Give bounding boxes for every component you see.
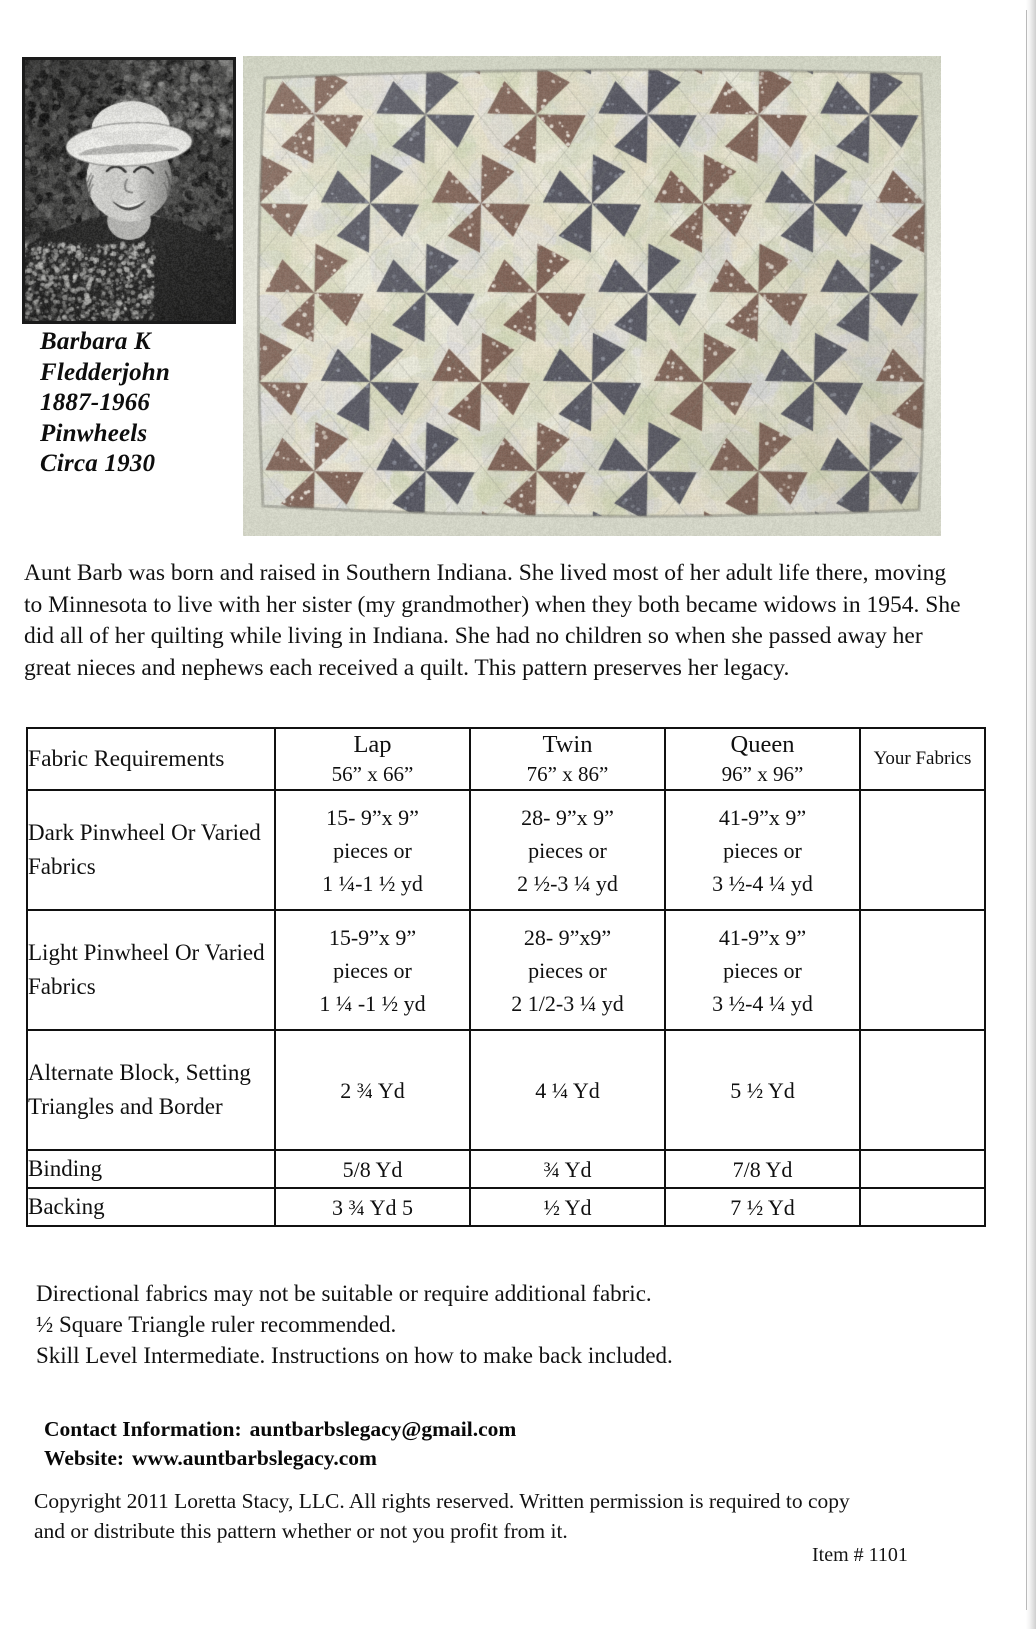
header-image-area (0, 0, 1036, 548)
caption-line-1: Barbara K (40, 328, 151, 355)
website-label: Website: (44, 1446, 125, 1470)
cell-line: 2 ½-3 ¼ yd (517, 870, 618, 896)
cell-line: 5/8 Yd (342, 1156, 403, 1182)
header-size-queen-dims: 96” x 96” (721, 762, 804, 786)
cell-line: 4 ¼ Yd (535, 1077, 600, 1103)
row-label-line: Or (174, 940, 200, 965)
contact-website-row (44, 1444, 964, 1473)
header-fabric-requirements: Fabric Requirements (27, 728, 275, 790)
caption-line-3: 1887-1966 (40, 389, 151, 416)
table-row (27, 1030, 985, 1150)
header-size-lap-name: Lap (353, 731, 392, 758)
cell-line: 7/8 Yd (732, 1156, 793, 1182)
cell-line: 15-9”x 9” (328, 924, 417, 950)
fabric-requirements-table (26, 727, 986, 1227)
copyright-line-2: and or distribute this pattern whether or not you profit from it. (34, 1519, 568, 1543)
table-row (27, 910, 985, 1030)
cell-light-pinwheel-yours[interactable] (860, 910, 985, 1030)
website-url[interactable]: www.auntbarbslegacy.com (132, 1446, 377, 1470)
cell-line: pieces or (723, 957, 802, 983)
row-label-binding (27, 1150, 275, 1188)
portrait-frame (22, 57, 236, 324)
cell-line: 5 ½ Yd (730, 1077, 795, 1103)
cell-line: pieces or (528, 957, 607, 983)
cell-line: 28- 9”x 9” (521, 804, 614, 830)
barbara-fledderjohn-photo (25, 60, 233, 321)
table-header-row (27, 728, 985, 790)
intro-paragraph: Aunt Barb was born and raised in Southern Indiana. She lived most of her adult life there, moving to Minnesota to live with her sister (my grandmother) when they both became widows in 1954. She did all of her quilting while living in Indiana. She had no children so when she passed away her great nieces and nephews each received a quilt. This pattern preserves her legacy. (24, 560, 961, 681)
cell-alternate-block-twin (470, 1030, 665, 1150)
cell-backing-queen (665, 1188, 860, 1226)
row-label-line: Setting Triangles (28, 1060, 251, 1119)
cell-line: pieces or (333, 837, 412, 863)
table-row (27, 790, 985, 910)
row-label-backing (27, 1188, 275, 1226)
row-label-line: Alternate Block, (28, 1060, 181, 1085)
cell-line: ½ Yd (543, 1194, 592, 1220)
row-label-line: Dark Pinwheel (28, 820, 166, 845)
contact-email-row (44, 1415, 964, 1444)
notes-block (36, 1278, 966, 1371)
cell-backing-yours[interactable] (860, 1188, 985, 1226)
header-size-twin-dims: 76” x 86” (526, 762, 609, 786)
cell-backing-twin (470, 1188, 665, 1226)
cell-line: 2 1/2-3 ¼ yd (511, 990, 624, 1016)
caption-line-5: Circa 1930 (40, 450, 156, 477)
row-label-line: Or (171, 820, 196, 845)
contact-email[interactable]: auntbarbslegacy@gmail.com (249, 1417, 517, 1441)
row-label-line: Binding (28, 1156, 103, 1181)
row-label-alternate-block (27, 1030, 275, 1150)
cell-line: 3 ½-4 ¼ yd (712, 870, 813, 896)
cell-alternate-block-yours[interactable] (860, 1030, 985, 1150)
intro-paragraph-block (24, 558, 964, 684)
cell-light-pinwheel-twin (470, 910, 665, 1030)
cell-line: ¾ Yd (543, 1156, 592, 1182)
header-size-twin-name: Twin (542, 731, 593, 758)
table-row (27, 1188, 985, 1226)
cell-alternate-block-lap (275, 1030, 470, 1150)
note-directional-fabrics: Directional fabrics may not be suitable or require additional fabric. (36, 1281, 652, 1306)
cell-line: 28- 9”x9” (523, 924, 612, 950)
cell-binding-lap (275, 1150, 470, 1188)
cell-line: 41-9”x 9” (718, 804, 807, 830)
cell-backing-lap (275, 1188, 470, 1226)
table-row (27, 1150, 985, 1188)
header-your-fabrics: Your Fabrics (860, 728, 985, 790)
contact-block (44, 1415, 964, 1473)
cell-line: 41-9”x 9” (718, 924, 807, 950)
cell-line: pieces or (723, 837, 802, 863)
item-number: Item # 1101 (812, 1544, 908, 1566)
header-size-queen-name: Queen (730, 731, 795, 758)
cell-dark-pinwheel-queen (665, 790, 860, 910)
cell-binding-twin (470, 1150, 665, 1188)
row-label-line: Varied Fabrics (28, 820, 261, 879)
pinwheels-quilt-photo (243, 56, 941, 536)
row-label-line: Varied Fabrics (28, 940, 265, 999)
portrait-caption (40, 327, 255, 480)
row-label-line: Light Pinwheel (28, 940, 170, 965)
row-label-line: Backing (28, 1194, 105, 1219)
cell-alternate-block-queen (665, 1030, 860, 1150)
cell-line: 15- 9”x 9” (326, 804, 419, 830)
note-skill-level: Skill Level Intermediate. Instructions on how to make back included. (36, 1343, 673, 1368)
header-size-lap (275, 728, 470, 790)
cell-dark-pinwheel-yours[interactable] (860, 790, 985, 910)
row-label-dark-pinwheel (27, 790, 275, 910)
cell-light-pinwheel-queen (665, 910, 860, 1030)
caption-line-4: Pinwheels (40, 419, 148, 447)
contact-information-label: Contact Information: (44, 1417, 242, 1441)
header-size-queen (665, 728, 860, 790)
cell-binding-queen (665, 1150, 860, 1188)
cell-dark-pinwheel-lap (275, 790, 470, 910)
row-label-light-pinwheel (27, 910, 275, 1030)
cell-binding-yours[interactable] (860, 1150, 985, 1188)
copyright-block (34, 1486, 964, 1546)
cell-light-pinwheel-lap (275, 910, 470, 1030)
cell-line: 3 ¾ Yd 5 (331, 1194, 414, 1220)
header-size-twin (470, 728, 665, 790)
copyright-line-1: Copyright 2011 Loretta Stacy, LLC. All rights reserved. Written permission is required to copy (34, 1489, 850, 1513)
note-ruler: ½ Square Triangle ruler recommended. (36, 1312, 397, 1337)
row-label-line: and Border (119, 1094, 223, 1119)
caption-line-2: Fledderjohn (40, 358, 170, 386)
cell-line: 1 ¼-1 ½ yd (322, 870, 423, 896)
header-size-lap-dims: 56” x 66” (331, 762, 414, 786)
cell-line: 7 ½ Yd (730, 1194, 795, 1220)
cell-line: pieces or (333, 957, 412, 983)
cell-dark-pinwheel-twin (470, 790, 665, 910)
cell-line: pieces or (528, 837, 607, 863)
cell-line: 3 ½-4 ¼ yd (712, 990, 813, 1016)
quilt-photo-frame (243, 56, 941, 536)
cell-line: 1 ¼ -1 ½ yd (319, 990, 426, 1016)
cell-line: 2 ¾ Yd (340, 1077, 405, 1103)
